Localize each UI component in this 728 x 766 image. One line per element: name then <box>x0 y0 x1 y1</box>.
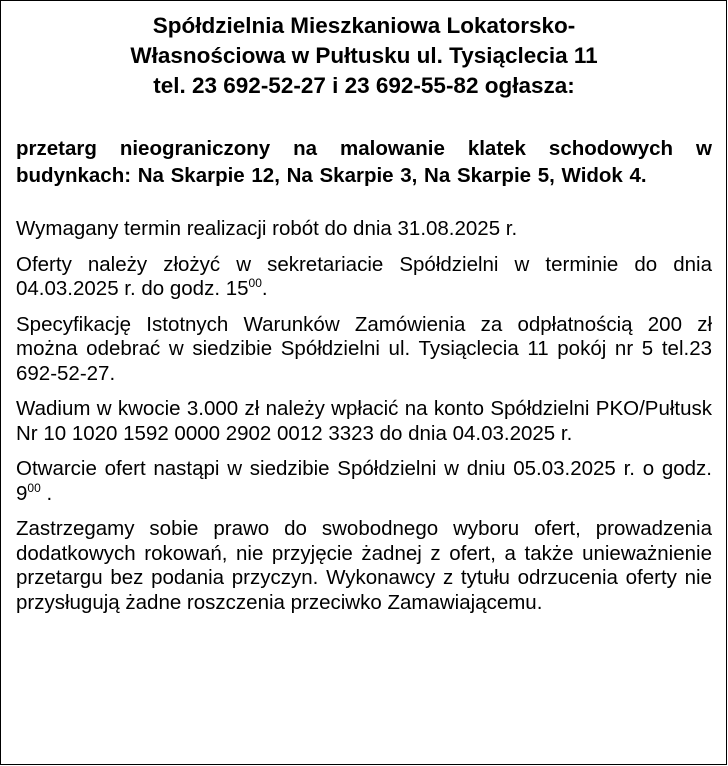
offers-paragraph <box>16 253 712 302</box>
specification-paragraph: Specyfikację Istotnych Warunków Zamówienia za odpłatnością 200 zł można odebrać w siedzibie Spółdzielni ul. Tysiąclecia 11 pokój nr 5 tel.23 692-52-27. <box>16 312 712 385</box>
opening-paragraph <box>16 457 712 506</box>
opening-text-end: . <box>40 481 53 505</box>
offers-text: Oferty należy złożyć w sekretariacie Spółdzielni w terminie do dnia 04.03.2025 r. do godz. 15 <box>16 252 712 300</box>
deposit-paragraph: Wadium w kwocie 3.000 zł należy wpłacić na konto Spółdzielni PKO/Pułtusk Nr 10 1020 1592 0000 2902 0012 3323 do dnia 04.03.2025 r. <box>16 397 712 445</box>
header-line-3: tel. 23 692-52-27 i 23 692-55-82 ogłasza: <box>153 73 575 98</box>
header-line-2: Własnościowa w Pułtusku ul. Tysiąclecia 11 <box>130 43 598 68</box>
offers-text-end: . <box>261 277 268 300</box>
opening-text: Otwarcie ofert nastąpi w siedzibie Spółdzielni w dniu 05.03.2025 r. o godz. 9 <box>16 457 712 505</box>
deadline-paragraph: Wymagany termin realizacji robót do dnia 31.08.2025 r. <box>16 217 518 240</box>
notice-header <box>16 11 712 101</box>
offers-hour-superscript: 00 <box>248 276 262 290</box>
opening-hour-superscript: 00 <box>27 480 41 495</box>
reservation-paragraph: Zastrzegamy sobie prawo do swobodnego wyboru ofert, prowadzenia dodatkowych rokowań, nie przyjęcie żadnej z ofert, a także unieważnienie przetargu bez podania przyczyn. Wykonawcy z tytułu odrzucenia oferty nie przysługują żadne roszczenia przeciwko Zamawiającemu. <box>16 517 712 614</box>
tender-subject: przetarg nieograniczony na malowanie klatek schodowych w budynkach: Na Skarpie 12, Na Skarpie 3, Na Skarpie 5, Widok 4. <box>16 137 712 187</box>
header-line-1: Spółdzielnia Mieszkaniowa Lokatorsko- <box>152 13 576 38</box>
